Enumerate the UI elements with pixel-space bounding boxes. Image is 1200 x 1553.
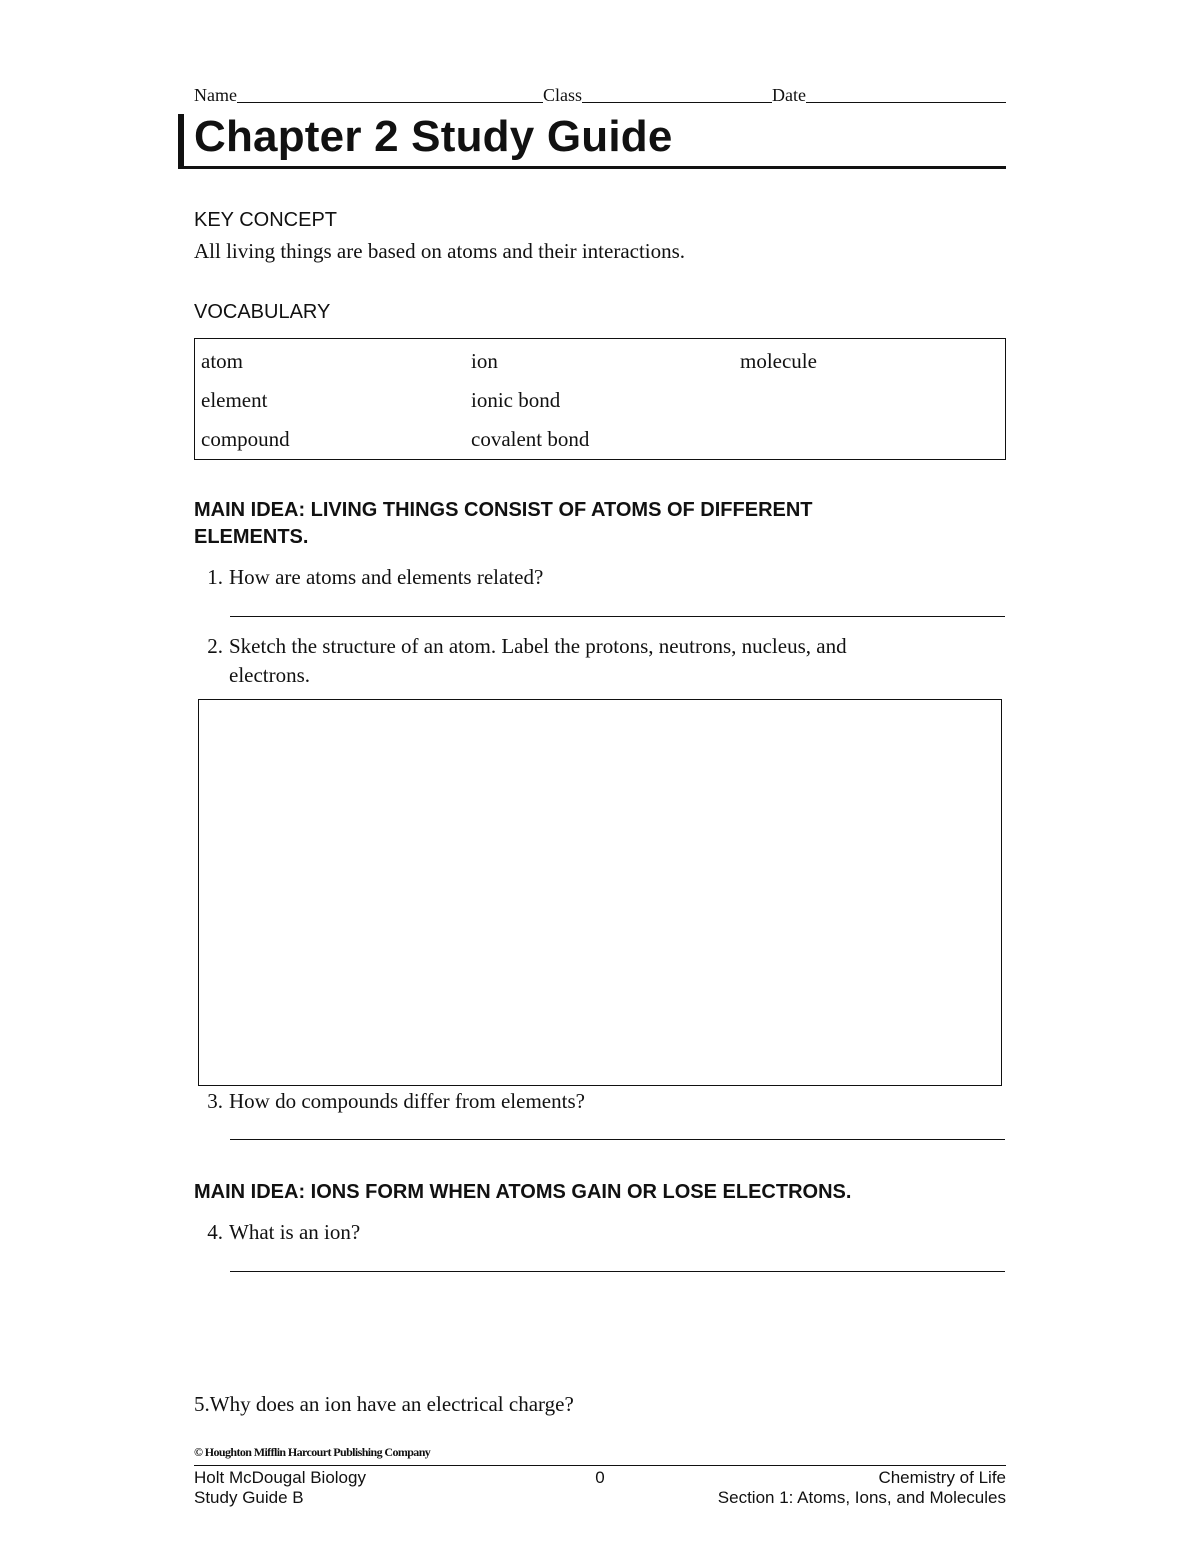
key-concept-text: All living things are based on atoms and their interactions. xyxy=(194,239,686,263)
answer-line-3[interactable] xyxy=(230,1139,1005,1140)
date-field[interactable] xyxy=(806,84,1006,103)
footer-book-subtitle: Study Guide B xyxy=(194,1488,304,1507)
class-label: Class xyxy=(542,85,582,105)
footer-rule xyxy=(194,1465,1006,1466)
question-text: How do compounds differ from elements? xyxy=(229,1089,585,1113)
answer-line-1[interactable] xyxy=(230,616,1005,617)
main-idea-heading xyxy=(194,497,813,551)
question-number: 2. xyxy=(207,634,223,658)
footer-book-title: Holt McDougal Biology xyxy=(194,1468,366,1487)
date-label: Date xyxy=(772,85,806,105)
class-field[interactable] xyxy=(582,84,772,103)
key-concept-heading: KEY CONCEPT xyxy=(194,209,337,231)
question-text-continued: electrons. xyxy=(229,663,311,687)
footer-section-title: Section 1: Atoms, Ions, and Molecules xyxy=(717,1488,1006,1507)
main-idea-heading-line: MAIN IDEA: LIVING THINGS CONSIST OF ATOMS OF DIFFERENT xyxy=(194,499,813,521)
vocab-term: covalent bond xyxy=(471,427,590,451)
vocab-term: atom xyxy=(201,349,243,373)
vocab-term: molecule xyxy=(740,349,817,373)
main-idea-heading-line: ELEMENTS. xyxy=(194,526,309,548)
sketch-area[interactable] xyxy=(198,699,1002,1086)
name-field[interactable] xyxy=(237,84,543,103)
footer-chapter-title: Chemistry of Life xyxy=(878,1468,1006,1487)
question-number: 4. xyxy=(207,1220,223,1244)
vocab-term: ionic bond xyxy=(471,388,561,412)
student-info-line xyxy=(194,82,1006,106)
copyright-notice: © Houghton Mifflin Harcourt Publishing Company xyxy=(194,1445,431,1459)
vocabulary-heading: VOCABULARY xyxy=(194,301,331,323)
footer-left xyxy=(194,1468,366,1508)
vocab-term: element xyxy=(201,388,268,412)
title-rule xyxy=(178,166,1006,169)
question-text: Sketch the structure of an atom. Label the protons, neutrons, nucleus, and xyxy=(229,634,847,658)
question-text: How are atoms and elements related? xyxy=(229,565,544,589)
question-1 xyxy=(198,563,543,592)
footer-page-number: 0 xyxy=(595,1468,605,1487)
question-text: Why does an ion have an electrical charge? xyxy=(209,1392,574,1416)
title-accent-bar xyxy=(178,114,184,169)
question-5 xyxy=(194,1390,574,1419)
question-2 xyxy=(198,632,847,690)
answer-line-4[interactable] xyxy=(230,1271,1005,1272)
name-label: Name xyxy=(194,85,237,105)
question-number: 5. xyxy=(194,1392,210,1416)
question-number: 1. xyxy=(207,565,223,589)
main-idea-heading: MAIN IDEA: IONS FORM WHEN ATOMS GAIN OR LOSE ELECTRONS. xyxy=(194,1181,852,1203)
vocab-term: ion xyxy=(471,349,498,373)
question-number: 3. xyxy=(207,1089,223,1113)
vocabulary-box xyxy=(194,338,1006,460)
vocab-term: compound xyxy=(201,427,290,451)
footer-right xyxy=(606,1468,1006,1508)
question-4 xyxy=(198,1218,360,1247)
question-text: What is an ion? xyxy=(229,1220,361,1244)
page-title: Chapter 2 Study Guide xyxy=(194,112,673,161)
question-3 xyxy=(198,1087,585,1116)
